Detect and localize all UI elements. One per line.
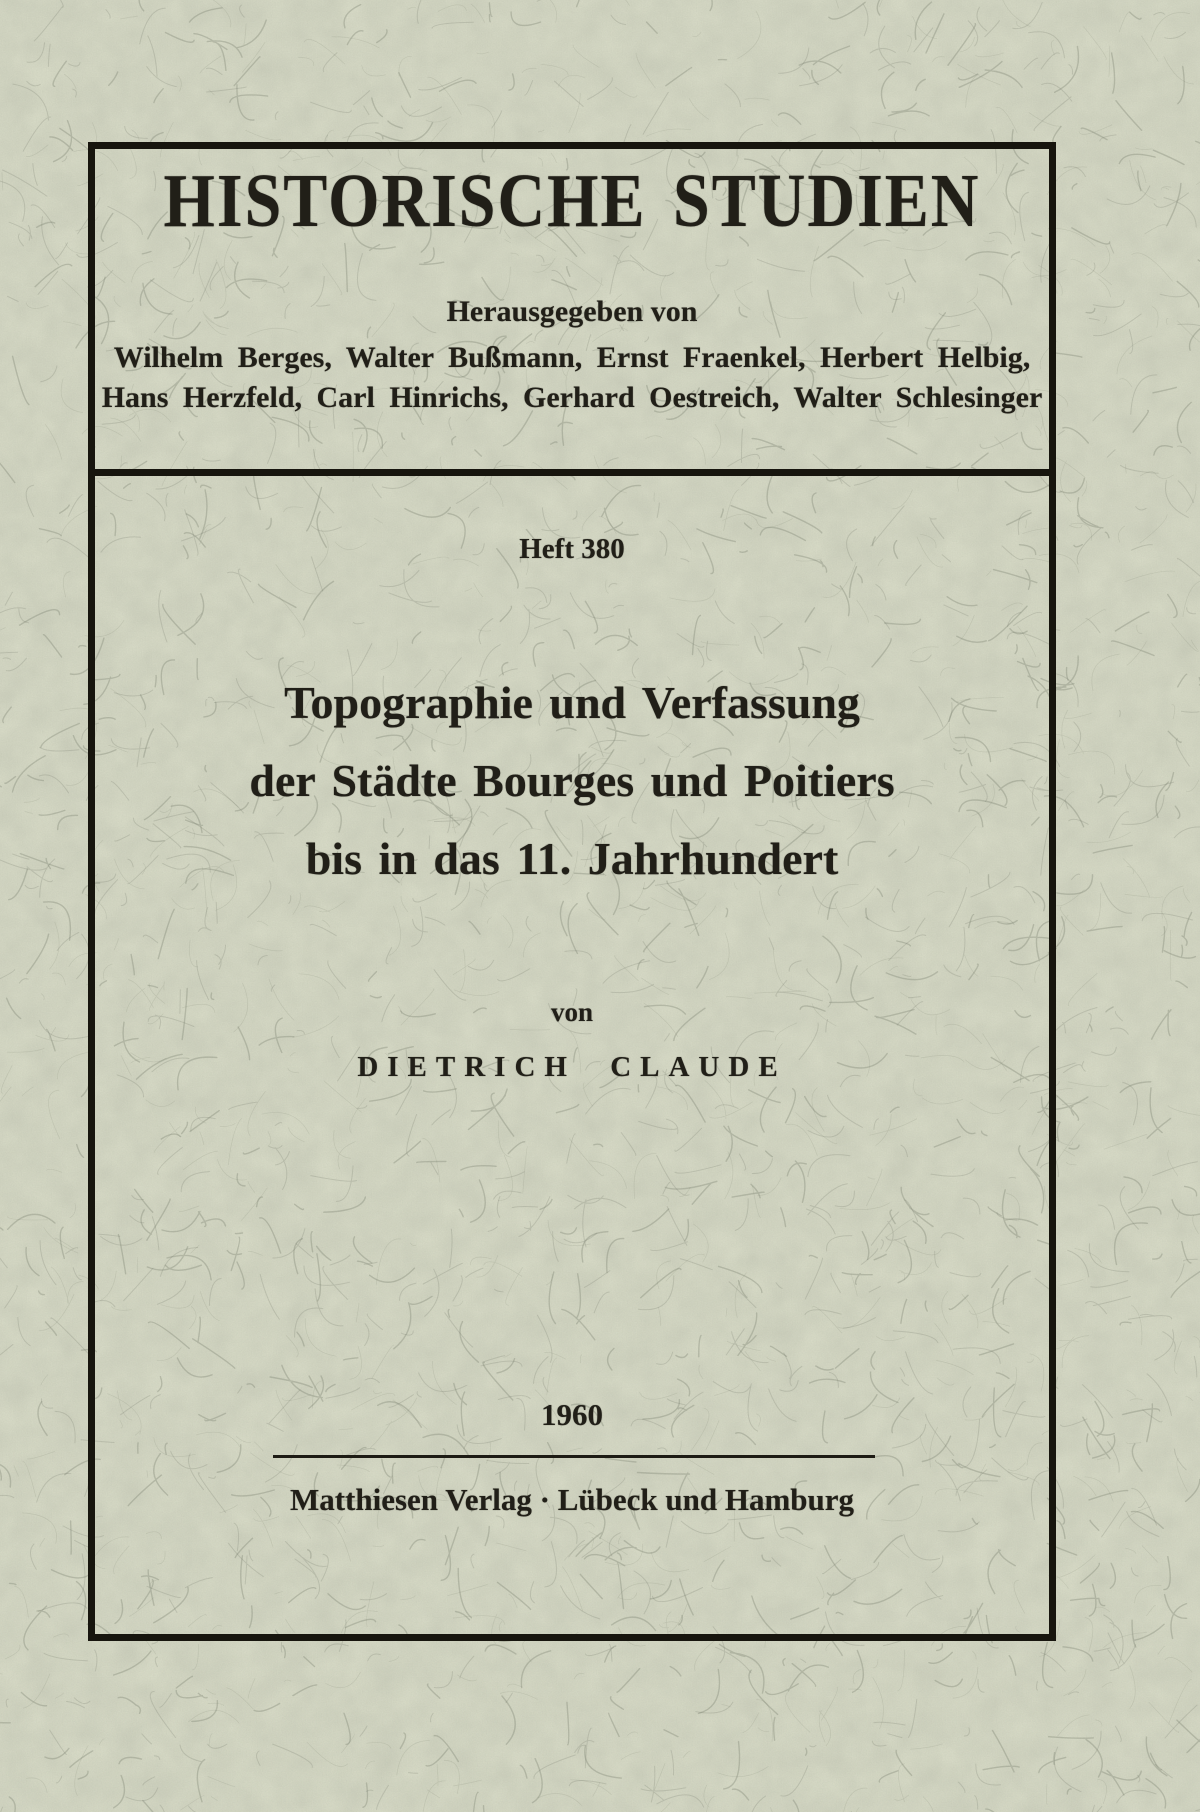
- header-divider-rule: [95, 469, 1049, 476]
- edited-by-label: Herausgegeben von: [446, 295, 698, 328]
- publisher-imprint: Matthiesen Verlag · Lübeck und Hamburg: [289, 1482, 855, 1517]
- series-title: HISTORISCHE STUDIEN: [163, 159, 981, 244]
- editors-list: [88, 338, 1056, 418]
- main-title-line-3: bis in das 11. Jahrhundert: [305, 833, 839, 884]
- main-title-line-2: der Städte Bourges und Poitiers: [249, 755, 895, 806]
- publication-year: 1960: [541, 1397, 603, 1432]
- main-title-line-1: Topographie und Verfassung: [284, 677, 860, 728]
- main-title: [88, 664, 1056, 898]
- editors-line-2: Hans Herzfeld, Carl Hinrichs, Gerhard Oestreich, Walter Schlesinger: [101, 381, 1043, 414]
- byline-label: von: [550, 997, 594, 1027]
- author-name: DIETRICH CLAUDE: [357, 1051, 787, 1083]
- imprint-divider-rule: [273, 1455, 875, 1458]
- editors-line-1: Wilhelm Berges, Walter Bußmann, Ernst Fraenkel, Herbert Helbig,: [113, 341, 1031, 374]
- issue-number: Heft 380: [519, 533, 625, 565]
